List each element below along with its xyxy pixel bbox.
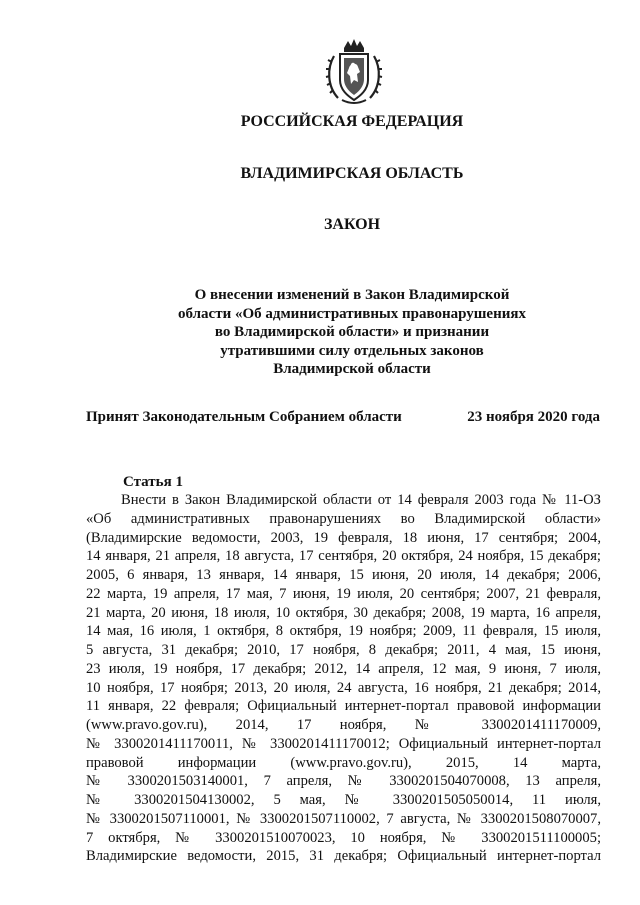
country-heading: РОССИЙСКАЯ ФЕДЕРАЦИЯ (240, 113, 464, 130)
body-line: 7 октября, № 3300201510070023, 10 ноября, № 3300201511100005; (86, 829, 601, 846)
body-line: 23 июля, 19 ноября, 17 декабря; 2012, 14 апреля, 12 мая, 9 июня, 7 июля, (86, 660, 601, 677)
article-title: Статья 1 (123, 474, 183, 490)
subject-line: О внесении изменений в Закон Владимирской (194, 287, 510, 303)
body-line: 5 августа, 31 декабря; 2010, 17 ноября, 8 декабря; 2011, 4 мая, 15 июня, (86, 642, 601, 658)
body-line: (www.pravo.gov.ru), 2014, 17 ноября, № 3300201411170009, (86, 717, 601, 733)
subject-line: утратившими силу отдельных законов (220, 342, 484, 359)
document-type-heading: ЗАКОН (323, 216, 381, 233)
body-line: Владимирские ведомости, 2015, 31 декабря; Официальный интернет-портал (86, 848, 601, 865)
body-line: правовой информации (www.pravo.gov.ru), 2015, 14 марта, (86, 754, 601, 771)
body-line: 11 января, 22 февраля; Официальный интернет-портал правовой информации (86, 698, 601, 715)
adoption-date: 23 ноября 2020 года (467, 409, 600, 425)
subject-line: Владимирской области (273, 361, 431, 378)
body-line: № 3300201411170011, № 3300201411170012; Официальный интернет-портал (86, 735, 601, 752)
body-line: 22 марта, 19 апреля, 17 мая, 7 июня, 19 июля, 20 сентября; 2007, 21 февраля, (86, 585, 601, 602)
body-line: (Владимирские ведомости, 2003, 19 февраля, 18 июня, 17 сентября; 2004, (86, 529, 601, 546)
body-line: 14 мая, 16 июля, 1 октября, 8 октября, 19 ноября; 2009, 11 февраля, 15 июля, (86, 623, 601, 640)
subject-line: области «Об административных правонарушениях (178, 305, 526, 322)
body-line: № 3300201504130002, 5 мая, № 3300201505050014, 11 июля, (86, 792, 601, 808)
body-line: 14 января, 21 апреля, 18 августа, 17 сентября, 20 октября, 24 ноября, 15 декабря; (86, 548, 601, 565)
body-line: № 3300201507110001, № 3300201507110002, 7 августа, № 3300201508070007, (86, 810, 601, 827)
body-line: Внести в Закон Владимирской области от 14 февраля 2003 года № 11-ОЗ (121, 492, 601, 508)
body-line: 21 марта, 20 июня, 18 июля, 10 октября, 30 декабря; 2008, 19 марта, 16 апреля, (86, 604, 601, 621)
body-line: № 3300201503140001, 7 апреля, № 3300201504070008, 13 апреля, (86, 773, 601, 790)
law-subject-title (150, 286, 554, 379)
body-line: 2005, 6 января, 13 января, 14 января, 15 июня, 20 июля, 14 декабря; 2006, (86, 567, 601, 583)
region-heading: ВЛАДИМИРСКАЯ ОБЛАСТЬ (240, 165, 464, 182)
adoption-label: Принят Законодательным Собранием области (86, 409, 402, 425)
subject-line: во Владимирской области» и признании (214, 324, 490, 341)
body-line: «Об административных правонарушениях во Владимирской области» (86, 510, 601, 527)
article-body (86, 491, 601, 866)
body-line: 10 ноября, 17 ноября; 2013, 20 июля, 24 августа, 16 ноября, 21 декабря; 2014, (86, 679, 601, 696)
coat-of-arms-emblem (324, 38, 384, 108)
